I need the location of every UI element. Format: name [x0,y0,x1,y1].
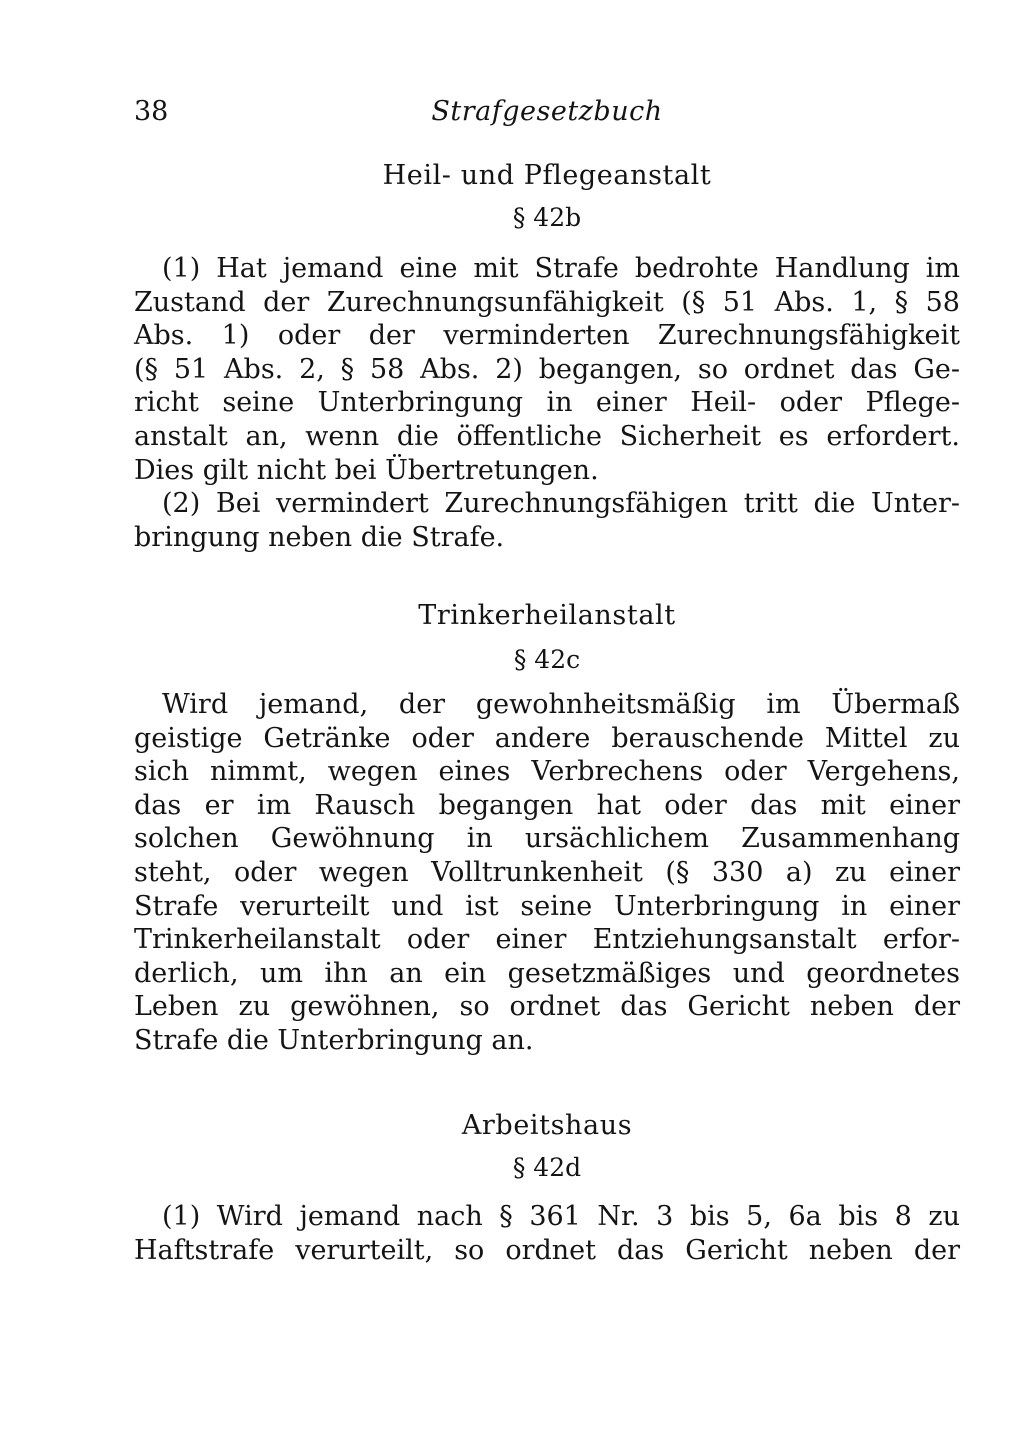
running-title: Strafgesetzbuch [431,96,663,127]
section-heading-block [134,598,960,634]
text-line: (1) Hat jemand eine mit Strafe bedrohte Handlung im [162,253,960,284]
running-head [134,92,960,132]
text-line: Leben zu gewöhnen, so ordnet das Gericht neben der [134,991,960,1023]
text-line: Haftstrafe verurteilt, so ordnet das Gericht neben der [134,1234,960,1266]
section-body [134,252,960,554]
text-line: (1) Wird jemand nach § 361 Nr. 3 bis 5, 6a bis 8 zu [162,1201,960,1232]
section-heading: Arbeitshaus [461,1110,633,1141]
text-line: Abs. 1) oder der verminderten Zurechnungsfähigkeit [134,320,960,352]
text-line: solchen Gewöhnung in ursächlichem Zusammenhang [134,823,960,855]
text-line: bringung neben die Strafe. [134,521,505,553]
text-line: Strafe verurteilt und ist seine Unterbringung in einer [134,890,960,922]
text-line: derlich, um ihn an ein gesetzmäßiges und geordnetes [134,957,960,989]
text-line: sich nimmt, wegen eines Verbrechens oder Vergehens, [134,756,960,788]
section-heading: Heil- und Pflegeanstalt [382,160,712,191]
section-heading: Trinkerheilanstalt [418,600,676,631]
text-line: anstalt an, wenn die öffentliche Sicherheit es erfordert. [134,420,960,452]
section-body [134,688,960,1058]
paragraph-sign: § 42d [512,1153,582,1182]
text-line: Dies gilt nicht bei Übertretungen. [134,454,599,486]
section-heading-block [134,158,960,194]
text-line: geistige Getränke oder andere berauschende Mittel zu [134,722,960,754]
text-line: Trinkerheilanstalt oder einer Entziehungsanstalt erfor- [134,924,960,956]
text-line: Wird jemand, der gewohnheitsmäßig im Übermaß [162,689,960,720]
paragraph-sign-block [134,1150,960,1186]
section-body [134,1200,960,1267]
text-line: das er im Rausch begangen hat oder das mit einer [134,789,960,821]
text-line: Strafe die Unterbringung an. [134,1024,534,1056]
paragraph-sign: § 42b [512,203,582,232]
text-line: richt seine Unterbringung in einer Heil- oder Pflege- [134,387,960,419]
text-line: steht, oder wegen Volltrunkenheit (§ 330 a) zu einer [134,856,960,888]
paragraph-sign: § 42c [513,645,581,674]
text-line: (2) Bei vermindert Zurechnungsfähigen tritt die Unter- [162,488,960,520]
paragraph-sign-block [134,200,960,236]
text-line: Zustand der Zurechnungsunfähigkeit (§ 51 Abs. 1, § 58 [134,286,960,318]
text-line: (§ 51 Abs. 2, § 58 Abs. 2) begangen, so ordnet das Ge- [134,353,960,385]
section-heading-block [134,1108,960,1144]
paragraph-sign-block [134,642,960,678]
page-number: 38 [134,96,169,127]
